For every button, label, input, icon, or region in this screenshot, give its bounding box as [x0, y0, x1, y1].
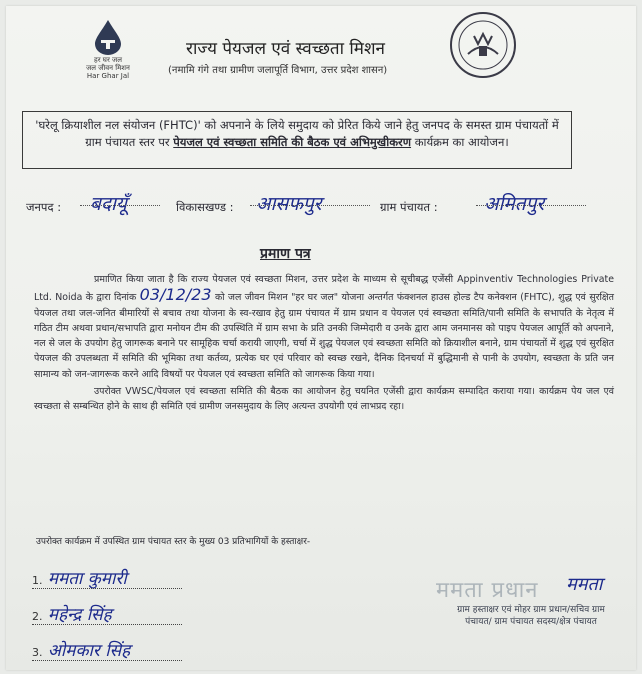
meeting-date: 03/12/23	[139, 285, 212, 305]
pradhan-signature: ममता	[566, 574, 603, 595]
intro-text-2: कार्यक्रम का आयोजन।	[411, 135, 509, 149]
para1-part-a: प्रमाणित किया जाता है कि राज्य पेयजल एवं स्वच्छता मिशन, उत्तर प्रदेश के माध्यम से सूचीबद्ध एजेंसी Appinventiv Technologies Private Ltd. Noida के द्वारा दिनांक	[34, 274, 614, 304]
signature-line-3	[32, 660, 182, 661]
certificate-page	[6, 6, 636, 670]
certificate-title: प्रमाण पत्र	[260, 246, 311, 262]
district-value: बदायूँ	[90, 193, 127, 215]
para1-part-b: को जल जीवन मिशन "हर घर जल" योजना अन्तर्गत फंक्शनल हाउस होल्ड टैप कनेक्शन (FHTC), शुद्ध एवं सुरक्षित पेयजल तथा जल-जनित बीमारियों से बचाव तथा योजना के स्व-रखाव हेतु ग्राम पंचायत में ग्राम प्रधान व पेयजल एवं स्वच्छता समिति/पानी समिति के सभापति के नेतृत्व में गठित टीम अथवा प्रधान/सभापति द्वारा मनोयन टीम की उपस्थिति में ग्राम सभा के प्रति उनकी जिम्मेदारी व उनके द्वारा आम जनमानस को पाइप पेयजल आपूर्ति को अपनाने, नल से जल के उपयोग हेतु जागरूक बनाने पर सामूहिक चर्चा करायी जाएगी, चर्चा में शुद्ध पेयजल एवं स्वच्छता समिति को क्रियाशील बनाने, ग्राम पंचायतों में शुद्ध एवं सुरक्षित पेयजल की उपलब्धता में समिति की भूमिका तथा कर्तव्य, प्रत्येक घर एवं परिवार को स्वच्छ रखने, दैनिक दिनचर्या में बुद्धिमानी से पानी के उपयोग, स्वच्छता के प्रति जन सामान्य को जन-जागरूक करने आदि विषयों पर पेयजल एवं स्वच्छता समिति को जागरूक किया गया।	[34, 292, 614, 380]
block-label: विकासखण्ड :	[176, 200, 234, 214]
up-government-emblem-icon	[448, 10, 518, 80]
certificate-para-2: उपरोक्त VWSC/पेयजल एवं स्वच्छता समिति की बैठक का आयोजन हेतु चयनित एजेंसी द्वारा कार्यक्रम सम्पादित कराया गया। कार्यक्रम पेय जल एवं स्वच्छता से सम्बन्धित होने के साथ ही समिति एवं ग्रामीण जनसमुदाय के लिए अत्यन्त उपयोगी एवं लाभप्रद रहा।	[34, 386, 614, 413]
panchayat-dots	[476, 204, 586, 206]
logo-caption-2: जल जीवन मिशन	[86, 64, 130, 72]
pradhan-stamp-caption: ग्राम हस्ताक्षर एवं मोहर ग्राम प्रधान/सचिव ग्राम पंचायत/ ग्राम पंचायत सदस्य/क्षेत्र पंचायत	[457, 605, 605, 627]
signature-line-1	[32, 588, 182, 589]
water-drop-icon	[91, 18, 125, 56]
certificate-para-1	[34, 272, 614, 382]
panchayat-label: ग्राम पंचायत :	[380, 200, 438, 214]
logo-caption-3: Har Ghar Jal	[86, 72, 130, 80]
mission-subtitle: (नमामि गंगे तथा ग्रामीण जलापूर्ति विभाग, उत्तर प्रदेश शासन)	[168, 65, 388, 76]
intro-underlined: पेयजल एवं स्वच्छता समिति की बैठक एवं अभिमुखीकरण	[173, 135, 412, 149]
block-value: आसफपुर	[256, 193, 322, 215]
signature-line-2	[32, 624, 182, 625]
district-label: जनपद :	[26, 200, 62, 214]
block-dots	[250, 204, 370, 206]
certificate-body	[34, 272, 614, 417]
intro-text-1: 'घरेलू क्रियाशील नल संयोजन (FHTC)' को अपनाने के लिये समुदाय को प्रेरित किये जाने हेतु जनपद के समस्त ग्राम पंचायतों में ग्राम पंचायत स्तर पर	[35, 118, 559, 149]
attendee-signature-2: 2. महेन्द्र सिंह	[32, 605, 112, 625]
attendee-signature-3: 3. ओमकार सिंह	[32, 641, 131, 661]
attendees-label: उपरोक्त कार्यक्रम में उपस्थित ग्राम पंचायत स्तर के मुख्य 03 प्रतिभागियों के हस्ताक्षर-	[36, 537, 311, 547]
panchayat-value: अमितपुर	[484, 193, 545, 215]
pradhan-stamp-name: ममता प्रधान	[436, 578, 539, 603]
district-dots	[80, 204, 160, 206]
program-intro-box	[22, 111, 572, 169]
har-ghar-jal-logo	[80, 18, 136, 80]
logo-caption-1: हर घर जल	[94, 56, 122, 64]
mission-title: राज्य पेयजल एवं स्वच्छता मिशन	[186, 39, 385, 59]
attendee-signature-1: 1. ममता कुमारी	[32, 569, 127, 589]
